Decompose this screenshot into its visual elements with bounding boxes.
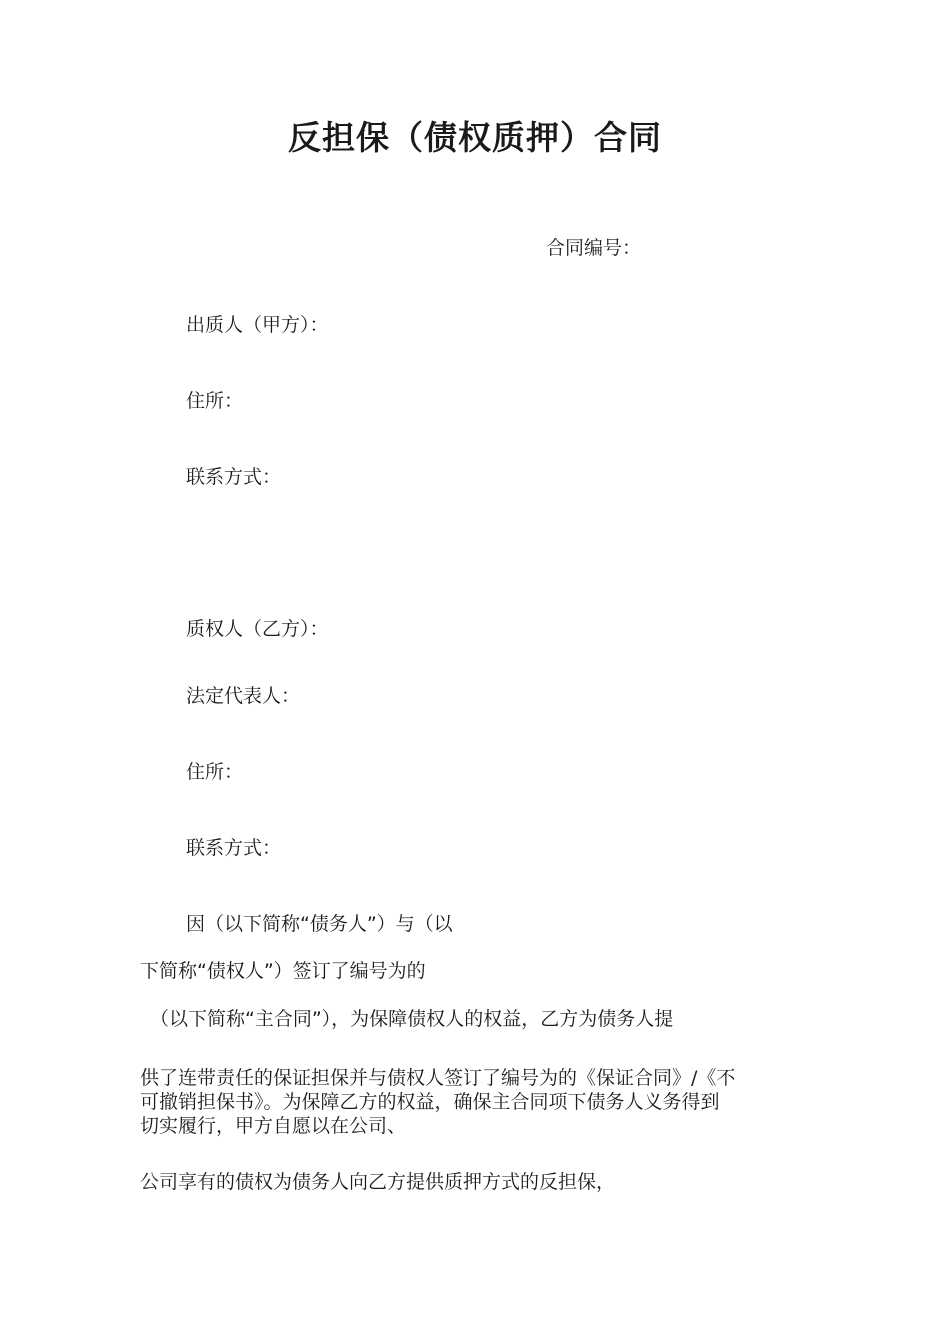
document-title: 反担保（债权质押）合同 — [288, 118, 662, 157]
contract-number-label: 合同编号： — [546, 237, 642, 259]
pledgee-address-label: 住所： — [186, 761, 244, 783]
body-paragraph-line: 可撤销担保书》。为保障乙方的权益，确保主合同项下债务人义务得到 — [140, 1091, 720, 1113]
pledgor-address-label: 住所： — [186, 390, 244, 412]
pledgor-contact-label: 联系方式： — [186, 466, 282, 488]
body-paragraph-line: （以下简称“主合同”），为保障债权人的权益，乙方为债务人提 — [150, 1008, 674, 1030]
body-paragraph-line: 下简称“债权人”）签订了编号为的 — [140, 960, 426, 982]
body-paragraph-line: 供了连带责任的保证担保并与债权人签订了编号为的《保证合同》/《不 — [140, 1067, 736, 1089]
pledgee-label: 质权人（乙方）： — [186, 618, 329, 640]
legal-representative-label: 法定代表人： — [186, 685, 301, 707]
body-paragraph-line: 切实履行，甲方自愿以在公司、 — [140, 1115, 407, 1137]
body-paragraph — [140, 1066, 820, 1138]
pledgor-label: 出质人（甲方）： — [186, 314, 329, 336]
body-paragraph-line: 公司享有的债权为债务人向乙方提供质押方式的反担保， — [140, 1171, 616, 1193]
pledgee-contact-label: 联系方式： — [186, 837, 282, 859]
body-paragraph-line: 因（以下简称“债务人”）与（以 — [186, 913, 453, 935]
